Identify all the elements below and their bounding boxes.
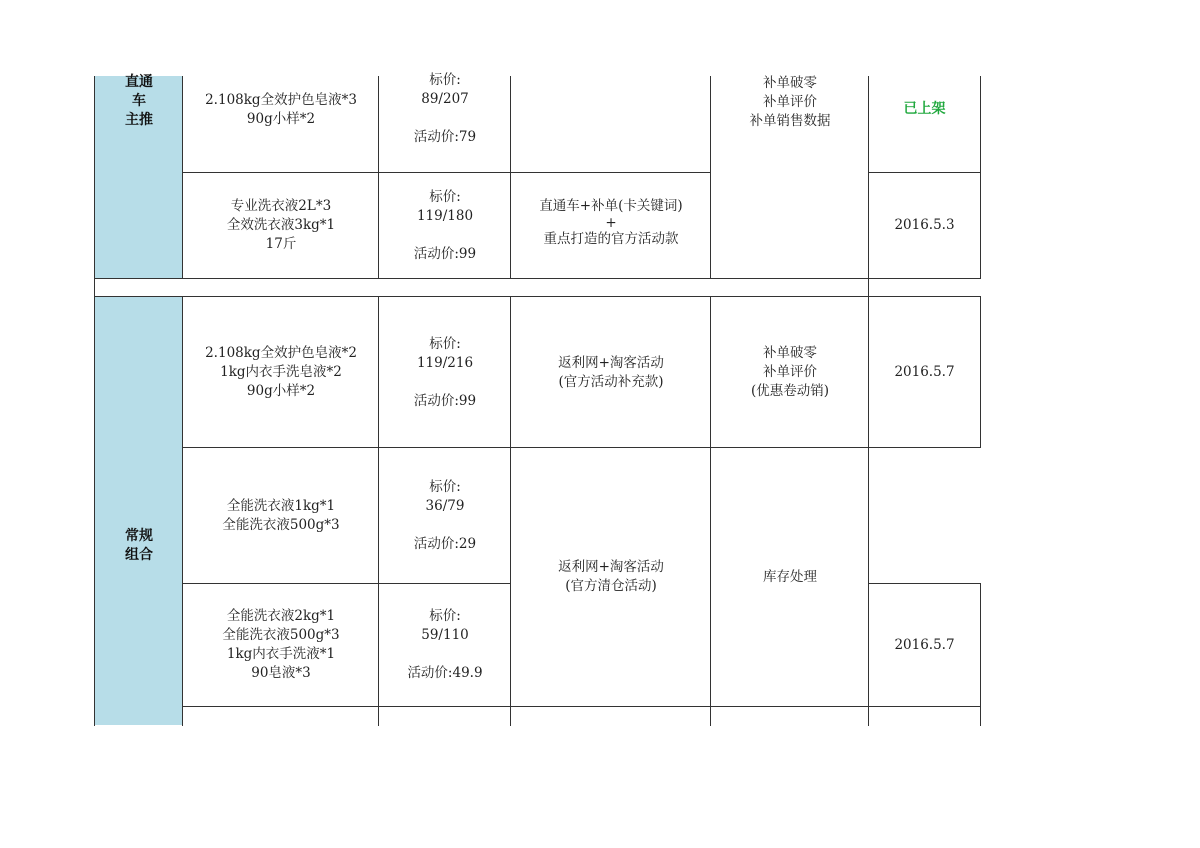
product-cell [183,173,379,278]
list-price-value: 59/110 [421,627,469,643]
grid-line [378,76,379,279]
notes-line: 补单评价 [763,94,817,110]
notes-cell-merged [711,448,869,707]
grid-line [868,296,869,726]
activity-price: 活动价:99 [413,246,477,262]
grid-line [183,447,981,448]
category-cell-regular-combo [95,297,183,725]
grid-line [868,76,869,297]
product-cell [183,448,379,584]
grid-line [183,706,981,707]
product-line: 全效洗衣液3kg*1 [226,217,336,233]
category-line: 直通 [125,74,153,90]
product-line: 专业洗衣液2L*3 [230,198,332,214]
grid-line [95,278,981,279]
grid-line [94,296,95,726]
notes-cell [711,297,869,448]
notes-cell [711,76,869,278]
status-cell [869,76,980,173]
grid-line [378,296,379,726]
activity-price: 活动价:29 [413,536,477,552]
list-price-label: 标价: [429,72,461,88]
price-cell [379,173,511,278]
product-line: 全能洗衣液500g*3 [222,627,340,643]
channel-cell-merged [511,448,711,707]
channel-line: 返利网+淘客活动 [558,559,664,575]
product-line: 全能洗衣液2kg*1 [226,608,336,624]
channel-line: (官方活动补充款) [558,374,664,390]
grid-line [510,76,511,279]
product-cell [183,76,379,173]
grid-line [94,76,95,279]
list-price-label: 标价: [429,336,461,352]
grid-line [710,296,711,726]
category-line: 常规 [125,528,153,544]
category-line: 主推 [125,112,153,128]
product-cell [183,297,379,448]
product-line: 17斤 [265,236,297,252]
grid-line [869,583,981,584]
grid-line [183,172,511,173]
notes-line: 补单销售数据 [749,113,831,129]
category-line: 组合 [125,547,153,563]
grid-line [182,76,183,279]
listing-date: 2016.5.3 [894,217,955,233]
category-line: 车 [132,93,146,109]
grid-line [869,172,981,173]
list-price-value: 119/216 [416,355,474,371]
list-price-label: 标价: [429,479,461,495]
listing-date: 2016.5.7 [894,364,955,380]
channel-cell [511,297,711,448]
date-cell [869,584,980,707]
activity-price: 活动价:49.9 [407,665,483,681]
date-cell [869,173,980,278]
activity-price: 活动价:79 [413,129,477,145]
category-cell-through-train [95,76,183,278]
product-cell [183,584,379,707]
product-line: 2.108kg全效护色皂液*2 [205,345,357,361]
notes-line: 补单破零 [763,345,817,361]
list-price-label: 标价: [429,608,461,624]
product-line: 全能洗衣液1kg*1 [226,498,336,514]
price-cell [379,72,511,173]
grid-line [710,76,711,279]
product-line: 1kg内衣手洗液*1 [226,646,336,662]
grid-line [510,296,511,726]
grid-line [183,583,511,584]
list-price-label: 标价: [429,189,461,205]
price-cell [379,448,511,584]
activity-price: 活动价:99 [413,393,477,409]
notes-line: 补单评价 [763,364,817,380]
price-cell [379,584,511,707]
channel-line: 重点打造的官方活动款 [543,231,679,247]
grid-line [980,296,981,448]
product-line: 2.108kg全效护色皂液*3 [205,92,357,108]
notes-line: (优惠卷动销) [750,383,830,399]
product-line: 全能洗衣液500g*3 [222,517,340,533]
date-cell [869,297,980,448]
price-cell [379,297,511,448]
product-line: 90皂液*3 [251,665,311,681]
channel-line: (官方清仓活动) [565,578,657,594]
channel-line: 返利网+淘客活动 [558,355,664,371]
list-price-value: 89/207 [421,91,469,107]
grid-line [980,583,981,726]
grid-line [980,76,981,279]
channel-line: + [605,215,617,231]
grid-line [95,296,981,297]
channel-line: 直通车+补单(卡关键词) [539,198,683,214]
status-listed-badge: 已上架 [903,101,946,117]
notes-line: 库存处理 [763,569,817,585]
grid-line [94,278,95,297]
grid-line [511,172,711,173]
listing-date: 2016.5.7 [894,637,955,653]
list-price-value: 119/180 [416,208,474,224]
list-price-value: 36/79 [425,498,465,514]
notes-line: 补单破零 [763,75,817,91]
product-line: 90g小样*2 [246,383,316,399]
grid-line [182,296,183,726]
channel-cell [511,173,711,278]
product-line: 90g小样*2 [246,111,316,127]
product-line: 1kg内衣手洗皂液*2 [220,364,342,380]
